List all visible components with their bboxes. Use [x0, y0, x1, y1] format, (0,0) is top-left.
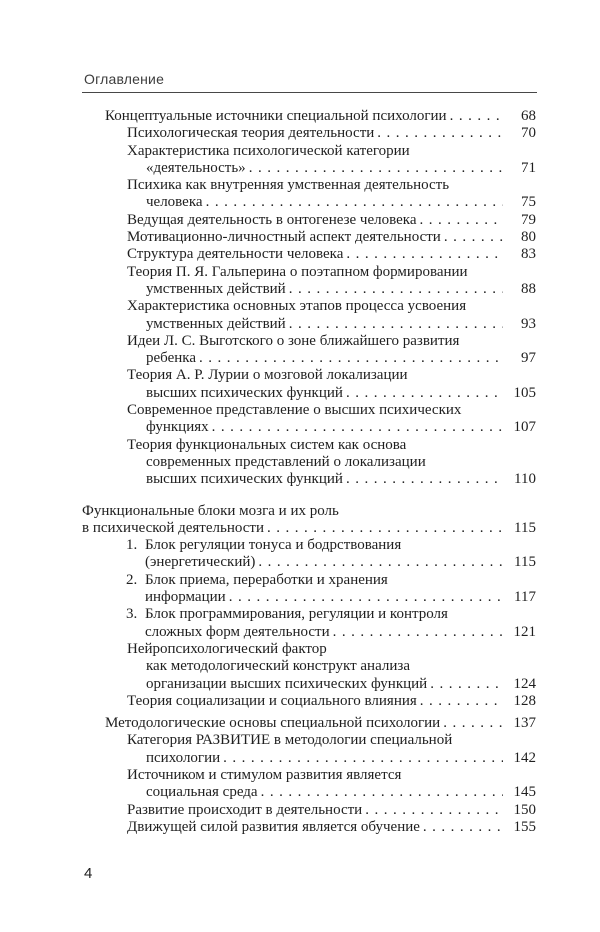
toc-line	[127, 333, 536, 350]
toc-title-text: Категория РАЗВИТИЕ в методологии специальной	[127, 732, 453, 749]
toc-entry[interactable]	[82, 177, 536, 212]
toc-line	[127, 802, 536, 819]
toc-title-text: Характеристика основных этапов процесса усвоения	[127, 298, 467, 315]
toc-page-number: 71	[521, 159, 536, 176]
toc-title-text: умственных действий	[146, 280, 286, 297]
toc-page-number: 79	[521, 211, 536, 228]
dot-leader	[444, 229, 503, 246]
toc-page-number: 137	[513, 715, 536, 732]
toc-line	[127, 732, 536, 749]
toc-line	[145, 589, 536, 606]
toc-page-number: 142	[513, 749, 536, 766]
toc-title-text: Теория социализации и социального влияния	[127, 692, 417, 709]
toc-title-text: Нейропсихологический фактор	[127, 640, 327, 657]
toc-title-text: Теория А. Р. Лурии о мозговой локализации	[127, 367, 408, 384]
toc-line	[146, 454, 536, 471]
toc-entry[interactable]	[82, 333, 536, 368]
header-rule	[82, 92, 537, 93]
toc-entry[interactable]	[82, 108, 536, 125]
toc-entry[interactable]	[82, 503, 536, 538]
dot-leader	[289, 316, 503, 333]
toc-line	[127, 212, 536, 229]
toc-title-text: Психика как внутренняя умственная деятельность	[127, 177, 450, 194]
toc-entry[interactable]	[82, 437, 536, 489]
dot-leader	[430, 676, 503, 693]
toc-page-number: 150	[513, 801, 536, 818]
toc-title-text: Теория функциональных систем как основа	[127, 436, 407, 453]
toc-page-number: 145	[513, 784, 536, 801]
dot-leader	[420, 693, 503, 710]
toc-title-text: сложных форм деятельности	[145, 623, 330, 640]
toc-line	[146, 658, 536, 675]
dot-leader	[212, 419, 503, 436]
toc-page-number: 124	[513, 675, 536, 692]
dot-leader	[333, 624, 503, 641]
toc-line	[82, 520, 536, 537]
toc-line	[146, 316, 536, 333]
toc-title-text: социальная среда	[146, 784, 258, 801]
toc-entry[interactable]	[82, 715, 536, 732]
toc-line	[127, 767, 536, 784]
toc-page-number: 97	[521, 350, 536, 367]
toc-line	[127, 246, 536, 263]
toc-line	[127, 177, 536, 194]
toc-entry[interactable]	[82, 143, 536, 178]
toc-page-number: 83	[521, 246, 536, 263]
dot-leader	[289, 281, 503, 298]
toc-title-text: Мотивационно-личностный аспект деятельности	[127, 229, 441, 246]
toc-line	[127, 229, 536, 246]
toc-title-text: ребенка	[146, 350, 196, 367]
toc-page-number: 121	[513, 623, 536, 640]
toc-page-number: 117	[514, 589, 536, 606]
dot-leader	[206, 194, 503, 211]
dot-leader	[377, 125, 503, 142]
toc-entry[interactable]	[82, 212, 536, 229]
dot-leader	[419, 212, 503, 229]
dot-leader	[223, 750, 503, 767]
toc-title-text: Функциональные блоки мозга и их роль	[82, 502, 339, 519]
page-title: Оглавление	[84, 71, 165, 87]
toc-item-number: 2.	[126, 571, 138, 588]
toc-line	[146, 350, 536, 367]
toc-line	[146, 160, 536, 177]
toc-line	[105, 108, 536, 125]
toc-page-number: 88	[521, 280, 536, 297]
toc-title-text: умственных действий	[146, 315, 286, 332]
toc-title-text: Ведущая деятельность в онтогенезе человека	[127, 211, 417, 228]
toc-page-number: 155	[513, 818, 536, 835]
toc-line	[146, 676, 536, 693]
toc-entry[interactable]	[82, 537, 536, 572]
toc-line	[146, 194, 536, 211]
dot-leader	[346, 471, 503, 488]
toc-entry[interactable]	[82, 641, 536, 693]
toc-line	[127, 367, 536, 384]
toc-list	[82, 108, 536, 836]
toc-title-text: Методологические основы специальной психологии	[105, 715, 441, 732]
toc-entry[interactable]	[82, 298, 536, 333]
toc-line	[127, 143, 536, 160]
dot-leader	[261, 784, 503, 801]
toc-page-number: 115	[514, 519, 536, 536]
toc-line	[127, 437, 536, 454]
toc-title-text: высших психических функций	[146, 384, 343, 401]
toc-entry[interactable]	[82, 693, 536, 710]
toc-page-number: 107	[513, 419, 536, 436]
toc-line	[146, 281, 536, 298]
toc-page-number: 93	[521, 315, 536, 332]
toc-title-text: психологии	[146, 749, 221, 766]
dot-leader	[450, 108, 503, 125]
dot-leader	[346, 246, 503, 263]
dot-leader	[249, 160, 503, 177]
toc-page-number: 110	[514, 471, 536, 488]
toc-line	[126, 537, 536, 554]
toc-page-number: 128	[513, 692, 536, 709]
toc-line	[126, 606, 536, 623]
toc-title-text: Теория П. Я. Гальперина о поэтапном формировании	[127, 263, 468, 280]
toc-entry[interactable]	[82, 125, 536, 142]
dot-leader	[229, 589, 503, 606]
toc-entry[interactable]	[82, 732, 536, 767]
toc-line	[146, 419, 536, 436]
toc-title-text: организации высших психических функций	[146, 675, 428, 692]
dot-leader	[258, 554, 503, 571]
toc-title-text: Блок регуляции тонуса и бодрствования	[145, 537, 402, 554]
toc-title-text: (энергетический)	[145, 554, 256, 571]
toc-title-text: высших психических функций	[146, 471, 343, 488]
dot-leader	[423, 819, 503, 836]
toc-entry[interactable]	[82, 572, 536, 607]
toc-page-number: 80	[521, 229, 536, 246]
toc-line	[127, 264, 536, 281]
toc-line	[127, 402, 536, 419]
toc-title-text: информации	[145, 589, 226, 606]
dot-leader	[199, 350, 503, 367]
toc-line	[127, 819, 536, 836]
toc-line	[82, 503, 536, 520]
toc-title-text: Современное представление о высших психических	[127, 402, 462, 419]
toc-title-text: Структура деятельности человека	[127, 246, 344, 263]
toc-line	[145, 624, 536, 641]
toc-line	[146, 471, 536, 488]
toc-title-text: Развитие происходит в деятельности	[127, 801, 363, 818]
dot-leader	[346, 385, 503, 402]
toc-line	[127, 693, 536, 710]
toc-title-text: современных представлений о локализации	[146, 453, 426, 470]
toc-line	[105, 715, 536, 732]
toc-title-text: Блок приема, переработки и хранения	[145, 571, 388, 588]
toc-title-text: в психической деятельности	[82, 519, 264, 536]
toc-page-number: 105	[513, 384, 536, 401]
toc-entry[interactable]	[82, 229, 536, 246]
dot-leader	[365, 802, 503, 819]
toc-line	[127, 125, 536, 142]
toc-entry[interactable]	[82, 606, 536, 641]
toc-title-text: Концептуальные источники специальной психологии	[105, 108, 447, 124]
toc-title-text: Идеи Л. С. Выготского о зоне ближайшего развития	[127, 332, 460, 349]
toc-item-number: 1.	[126, 537, 138, 554]
toc-entry[interactable]	[82, 402, 536, 437]
toc-line	[146, 385, 536, 402]
toc-entry[interactable]	[82, 767, 536, 802]
toc-title-text: как методологический конструкт анализа	[146, 658, 410, 675]
toc-entry[interactable]	[82, 367, 536, 402]
toc-page-number: 70	[521, 125, 536, 142]
toc-line	[145, 554, 536, 571]
toc-entry[interactable]	[82, 802, 536, 819]
toc-title-text: «деятельность»	[146, 159, 246, 176]
toc-page-number: 75	[521, 194, 536, 211]
toc-page-number: 68	[521, 108, 536, 124]
toc-entry[interactable]	[82, 264, 536, 299]
toc-title-text: Источником и стимулом развития является	[127, 766, 402, 783]
toc-title-text: человека	[146, 194, 203, 211]
toc-line	[126, 572, 536, 589]
toc-line	[127, 298, 536, 315]
toc-title-text: Психологическая теория деятельности	[127, 125, 375, 142]
toc-title-text: Блок программирования, регуляции и контроля	[145, 606, 448, 623]
toc-entry[interactable]	[82, 246, 536, 263]
dot-leader	[443, 715, 503, 732]
dot-leader	[267, 520, 503, 537]
toc-title-text: функциях	[146, 419, 209, 436]
toc-page-number: 115	[514, 554, 536, 571]
toc-title-text: Движущей силой развития является обучение	[127, 818, 420, 835]
toc-line	[146, 784, 536, 801]
toc-line	[146, 750, 536, 767]
toc-title-text: Характеристика психологической категории	[127, 142, 410, 159]
toc-line	[127, 641, 536, 658]
toc-entry[interactable]	[82, 819, 536, 836]
footer-page-number: 4	[84, 865, 93, 882]
toc-item-number: 3.	[126, 606, 138, 623]
